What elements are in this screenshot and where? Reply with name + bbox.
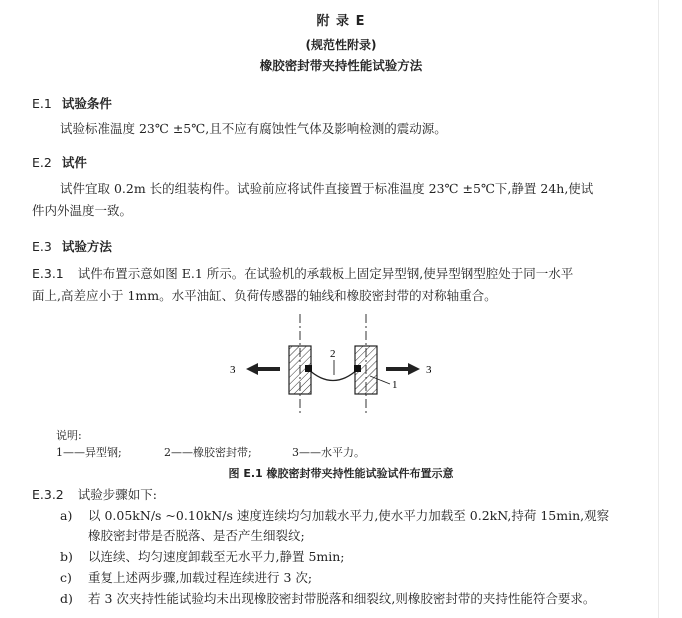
section-e31-number: E.3.1 <box>32 266 64 281</box>
left-force-arrow-shaft <box>256 367 280 371</box>
step-a-line2: 橡胶密封带是否脱落、是否产生细裂纹; <box>88 528 305 543</box>
step-b <box>60 546 345 568</box>
label-3-left: 3 <box>230 364 236 376</box>
section-e1-title: 试验条件 <box>61 96 112 111</box>
section-e3-heading <box>32 237 112 255</box>
section-e3-number: E.3 <box>32 239 52 254</box>
appendix-title: 橡胶密封带夹持性能试验方法 <box>259 58 423 73</box>
section-e2-title: 试件 <box>61 155 87 170</box>
left-force-arrow-head <box>246 363 258 375</box>
section-e31-line2: 面上,高差应小于 1mm。水平油缸、负荷传感器的轴线和橡胶密封带的对称轴重合。 <box>32 288 497 303</box>
page-edge-line <box>658 0 659 618</box>
step-c <box>60 567 312 589</box>
legend-1: 1——异型钢; <box>56 446 122 459</box>
step-d <box>60 588 595 610</box>
figure-e1-diagram <box>220 312 440 418</box>
label-1: 1 <box>392 379 398 391</box>
step-b-text: 以连续、均匀速度卸载至无水平力,静置 5min; <box>88 549 345 564</box>
section-e31-line1 <box>32 263 573 285</box>
section-e32-heading <box>32 484 157 506</box>
appendix-heading: 附 录 E <box>316 14 366 29</box>
legend-title: 说明: <box>56 429 82 442</box>
label-2: 2 <box>330 348 336 360</box>
right-seal-head <box>354 365 361 372</box>
step-a-text: 以 0.05kN/s ~0.10kN/s 速度连续均匀加载水平力,使水平力加载至 0.2kN,持荷 15min,观察 <box>88 508 610 523</box>
section-e1-heading <box>32 94 112 112</box>
section-e1-text: 试验标准温度 23℃ ±5℃,且不应有腐蚀性气体及影响检测的震动源。 <box>60 121 447 136</box>
rubber-seal-strip <box>308 369 358 381</box>
section-e32-intro: 试验步骤如下: <box>77 487 157 502</box>
right-force-arrow-head <box>408 363 420 375</box>
section-e2-heading <box>32 153 87 171</box>
figure-caption: 图 E.1 橡胶密封带夹持性能试验试件布置示意 <box>228 467 454 480</box>
section-e1-number: E.1 <box>32 96 52 111</box>
section-e2-text-line1: 试件宜取 0.2m 长的组装构件。试验前应将试件直接置于标准温度 23℃ ±5℃下,静置 24h,使试 <box>60 181 594 196</box>
section-e3-title: 试验方法 <box>61 239 112 254</box>
legend-3: 3——水平力。 <box>292 446 365 459</box>
right-force-arrow-shaft <box>386 367 410 371</box>
section-e2-number: E.2 <box>32 155 52 170</box>
left-seal-head <box>305 365 312 372</box>
section-e2-text-line2: 件内外温度一致。 <box>32 203 133 218</box>
section-e31-text: 试件布置示意如图 E.1 所示。在试验机的承载板上固定异型钢,使异型钢型腔处于同一水平 <box>77 266 574 281</box>
label-3-right: 3 <box>426 364 432 376</box>
normative-label: (规范性附录) <box>305 38 377 52</box>
step-c-text: 重复上述两步骤,加载过程连续进行 3 次; <box>88 570 313 585</box>
step-a-label: a) <box>60 508 73 523</box>
step-c-label: c) <box>60 570 72 585</box>
step-d-text: 若 3 次夹持性能试验均未出现橡胶密封带脱落和细裂纹,则橡胶密封带的夹持性能符合要求。 <box>88 591 596 606</box>
step-b-label: b) <box>60 549 73 564</box>
step-a-line1 <box>60 505 609 527</box>
section-e32-number: E.3.2 <box>32 487 64 502</box>
step-d-label: d) <box>60 591 73 606</box>
legend-2: 2——橡胶密封带; <box>164 446 252 459</box>
